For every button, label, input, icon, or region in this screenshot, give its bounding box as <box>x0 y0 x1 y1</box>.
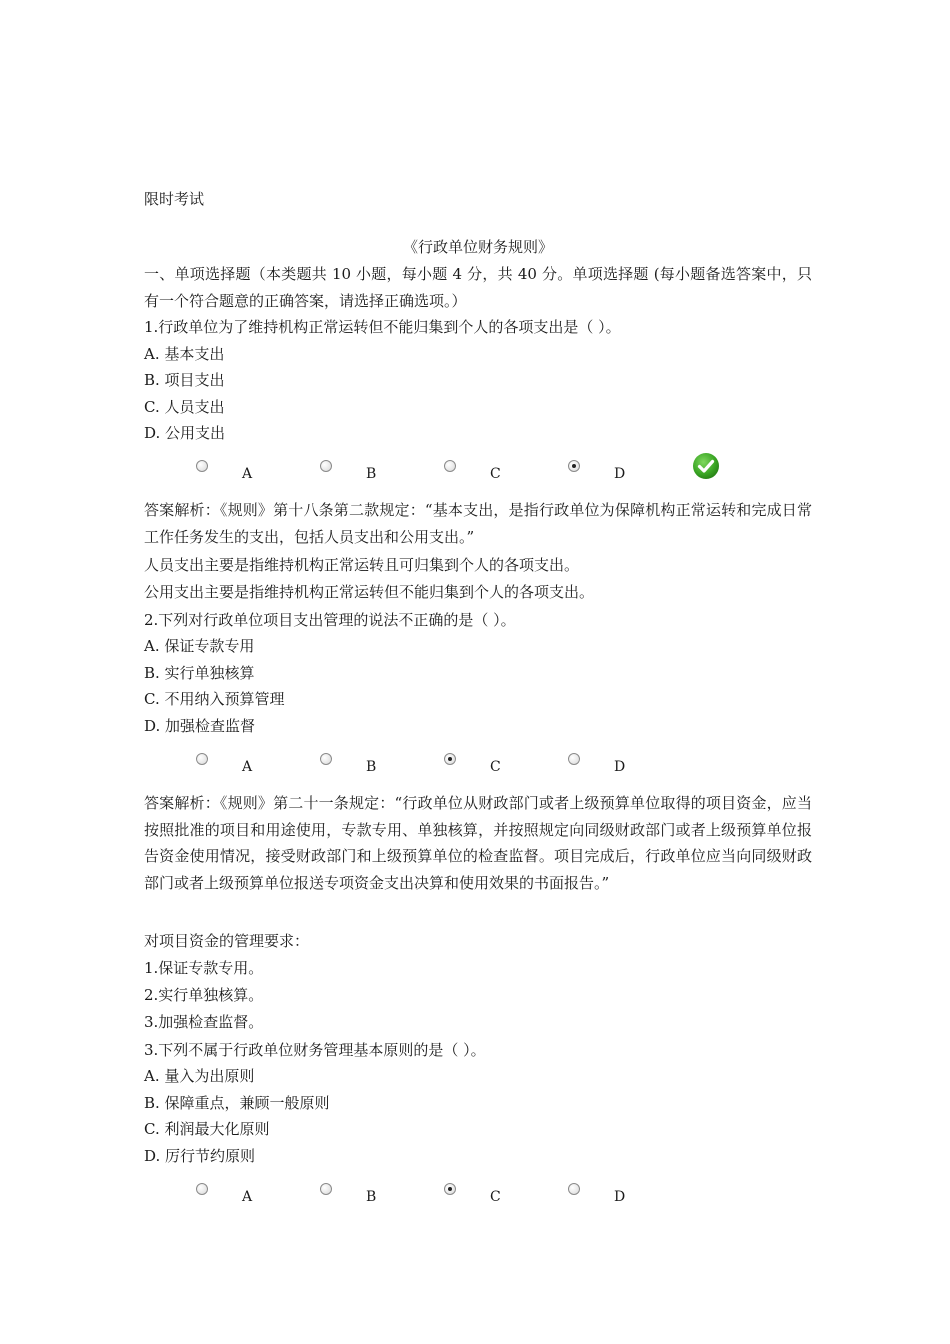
question-3-option-b: B. 保障重点，兼顾一般原则 <box>144 1094 330 1112</box>
question-2-option-b: B. 实行单独核算 <box>144 664 255 682</box>
question-2-explanation-line-4: 2.实行单独核算。 <box>144 986 264 1004</box>
question-1-text: 1.行政单位为了维持机构正常运转但不能归集到个人的各项支出是（ ）。 <box>144 318 621 336</box>
radio-button[interactable] <box>320 460 332 472</box>
radio-button[interactable] <box>320 1183 332 1195</box>
radio-button[interactable] <box>568 1183 580 1195</box>
question-2-option-d: D. 加强检查监督 <box>144 717 256 735</box>
radio-button[interactable] <box>196 753 208 765</box>
question-2-option-c: C. 不用纳入预算管理 <box>144 690 285 708</box>
question-2-answer-group: A B C D <box>144 753 812 783</box>
radio-button[interactable] <box>320 753 332 765</box>
question-1-explanation-line-3: 公用支出主要是指维持机构正常运转但不能归集到个人的各项支出。 <box>144 583 595 601</box>
question-3-answer-group: A B C D <box>144 1183 812 1213</box>
question-3-option-c: C. 利润最大化原则 <box>144 1120 270 1138</box>
question-3-option-a: A. 量入为出原则 <box>144 1067 255 1085</box>
question-1-option-c: C. 人员支出 <box>144 398 225 416</box>
question-3-text: 3.下列不属于行政单位财务管理基本原则的是（ ）。 <box>144 1041 486 1059</box>
question-2-explanation-line-2: 对项目资金的管理要求： <box>144 932 310 950</box>
question-1-option-d: D. 公用支出 <box>144 424 226 442</box>
radio-button-selected[interactable] <box>444 753 456 765</box>
question-2-text: 2.下列对行政单位项目支出管理的说法不正确的是（ ）。 <box>144 611 516 629</box>
radio-button-selected[interactable] <box>568 460 580 472</box>
radio-button[interactable] <box>196 1183 208 1195</box>
radio-button[interactable] <box>444 460 456 472</box>
section-intro: 一、单项选择题（本类题共 10 小题，每小题 4 分，共 40 分。单项选择题 (每小题备选答案中，只有一个符合题意的正确答案，请选择正确选项。） <box>144 265 812 310</box>
radio-button[interactable] <box>568 753 580 765</box>
radio-button-selected[interactable] <box>444 1183 456 1195</box>
radio-button[interactable] <box>196 460 208 472</box>
question-3-option-d: D. 厉行节约原则 <box>144 1147 256 1165</box>
exam-title: 限时考试 <box>144 190 205 208</box>
question-1-explanation: 答案解析：《规则》第十八条第二款规定：“基本支出，是指行政单位为保障机构正常运转和完成日常工作任务发生的支出，包括人员支出和公用支出。” <box>144 501 812 546</box>
question-1-option-a: A. 基本支出 <box>144 345 225 363</box>
question-2-option-a: A. 保证专款专用 <box>144 637 255 655</box>
question-2-explanation-line-3: 1.保证专款专用。 <box>144 959 264 977</box>
question-1-answer-group: A B C D <box>144 460 812 490</box>
question-1-option-b: B. 项目支出 <box>144 371 225 389</box>
document-title: 《行政单位财务规则》 <box>402 238 553 256</box>
question-2-explanation-line-5: 3.加强检查监督。 <box>144 1013 264 1031</box>
question-1-explanation-line-2: 人员支出主要是指维持机构正常运转且可归集到个人的各项支出。 <box>144 556 580 574</box>
check-circle-icon <box>692 452 720 480</box>
question-2-explanation: 答案解析：《规则》第二十一条规定：“行政单位从财政部门或者上级预算单位取得的项目资金，应当按照批准的项目和用途使用，专款专用、单独核算，并按照规定向同级财政部门或者上级预算单位报告资金使用情况，接受财政部门和上级预算单位的检查监督。项目完成后，行政单位应当向同级财政部门或者上级预算单位报送专项资金支出决算和使用效果的书面报告。” <box>144 794 812 892</box>
